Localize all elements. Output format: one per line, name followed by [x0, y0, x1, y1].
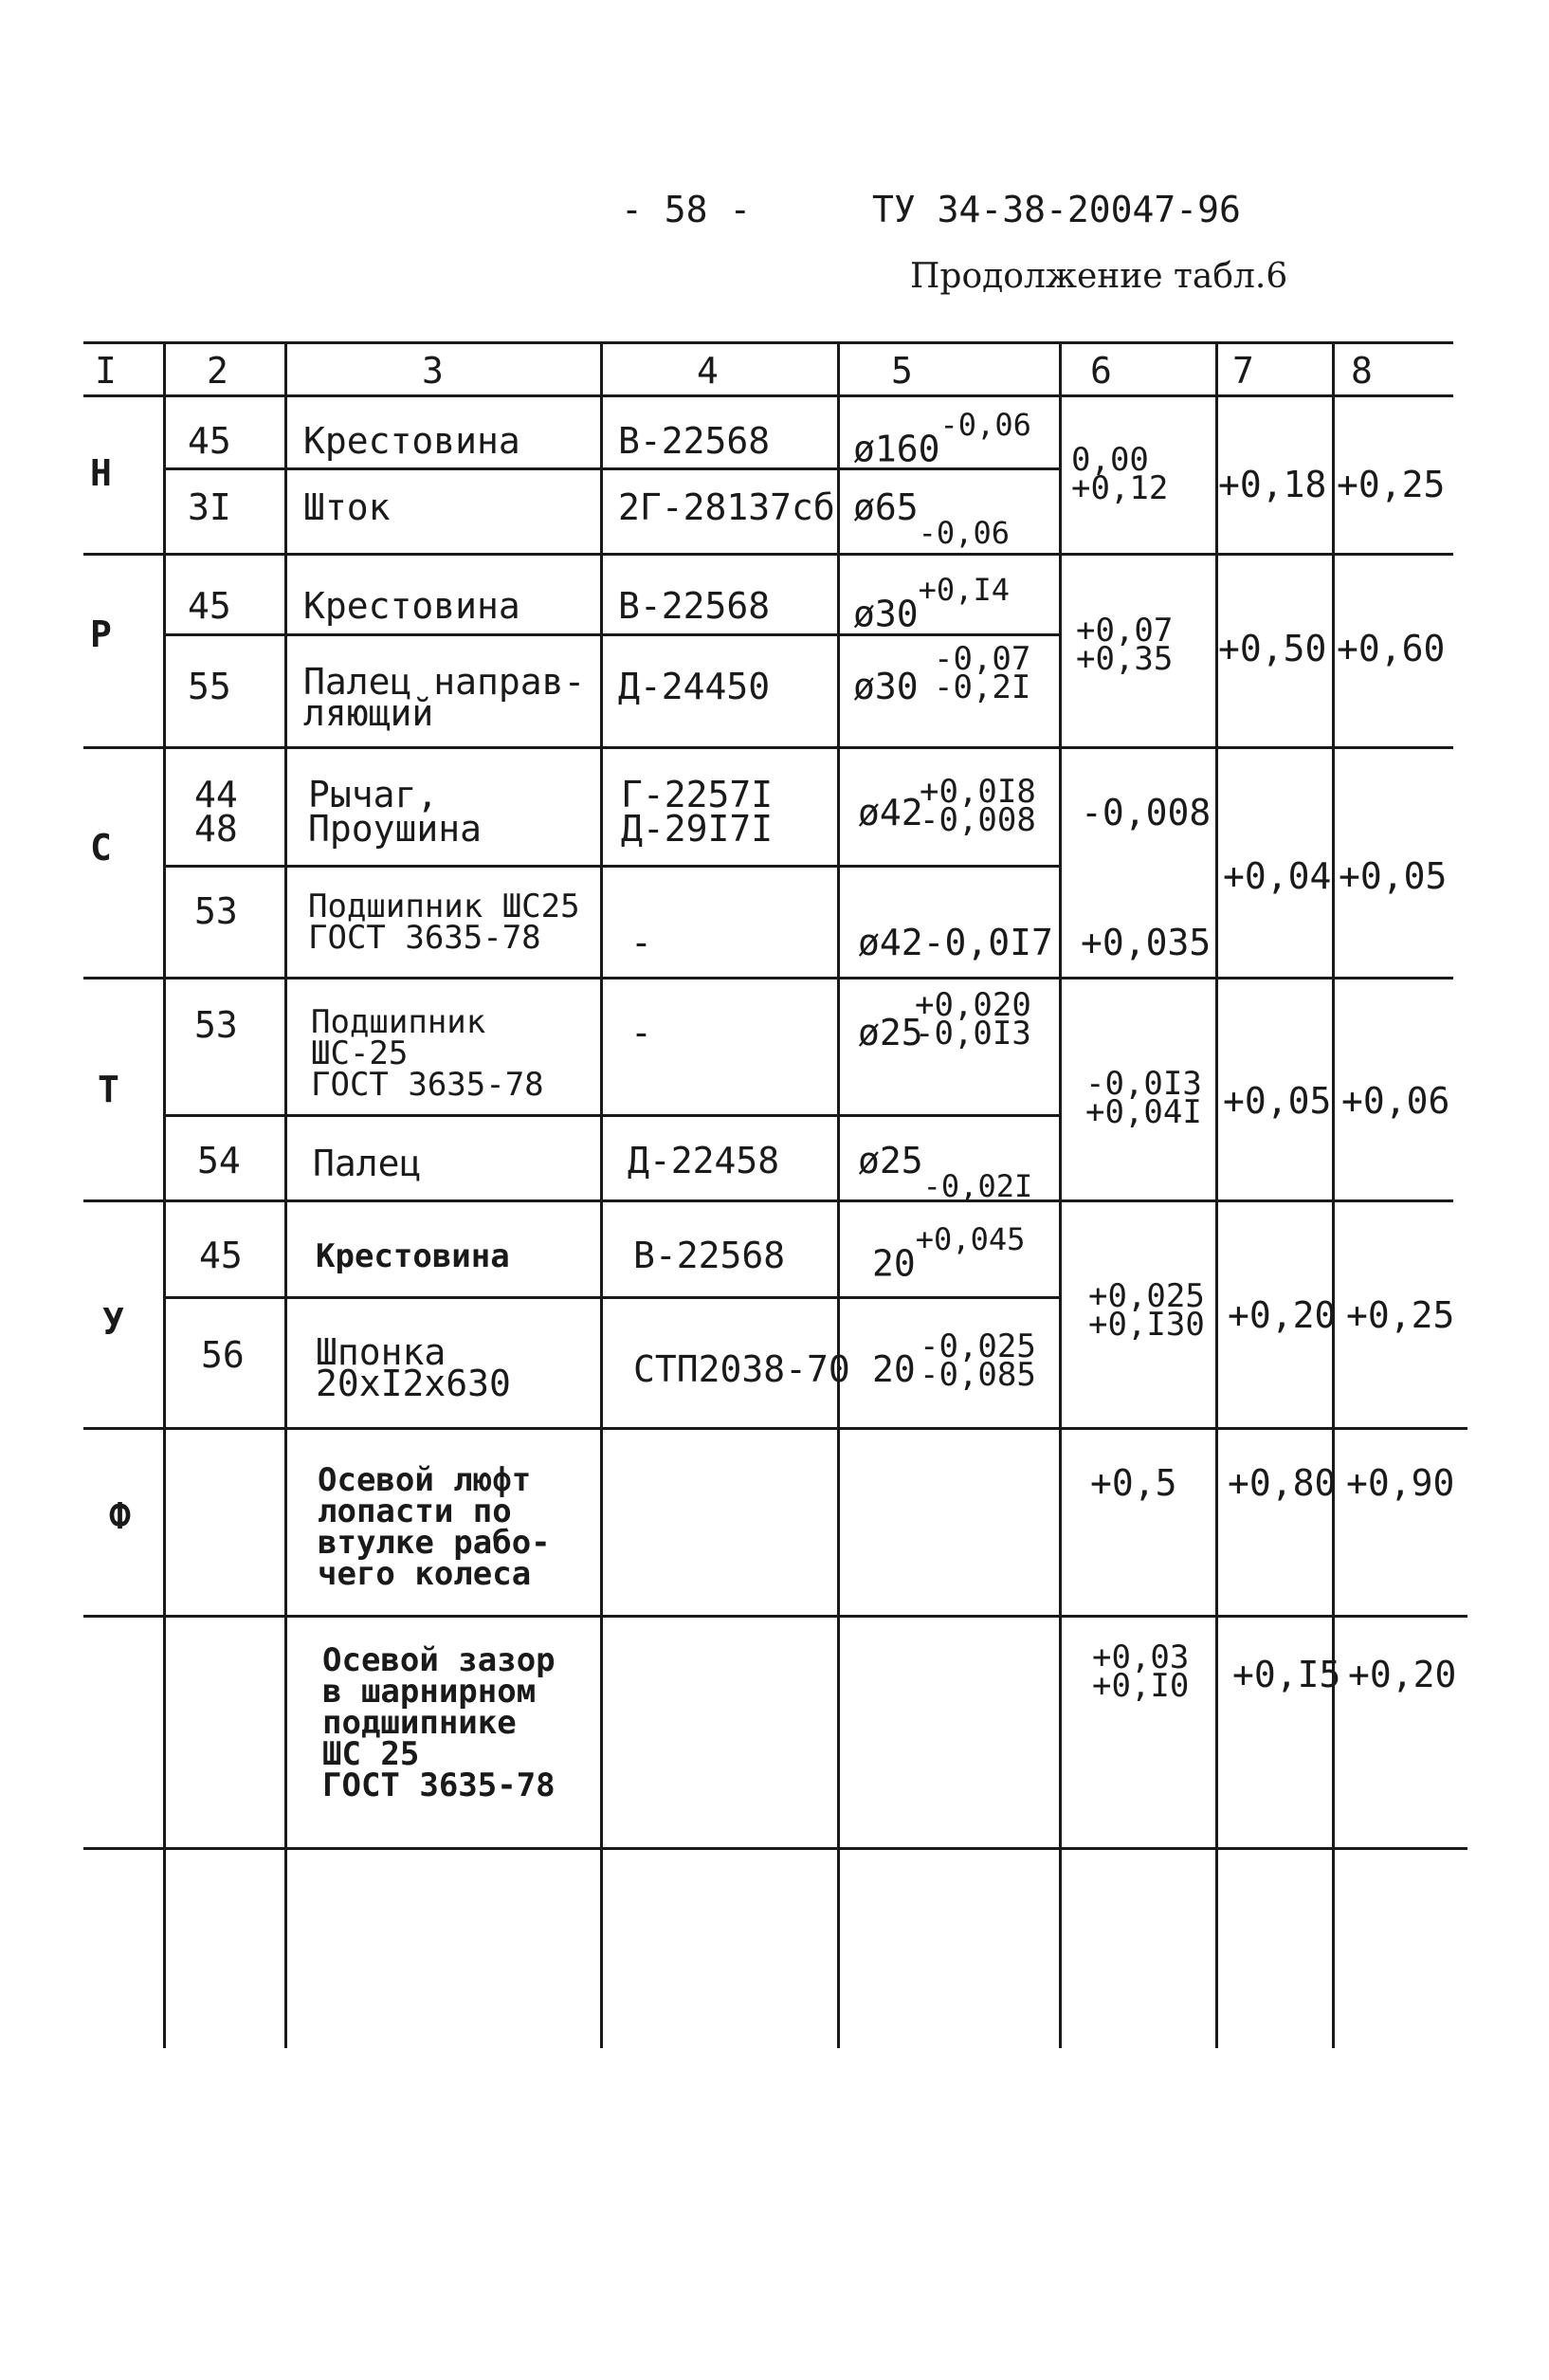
part-number: 44 48: [194, 774, 238, 850]
dimension-tolerance: $ø30^{+0,I4}$: [853, 572, 1010, 635]
drawing-number: СТП2038-70: [633, 1348, 850, 1390]
part-name: Крестовина: [303, 585, 520, 627]
part-name: Осевой люфт лопасти по втулке рабо- чего колеса: [318, 1461, 551, 1593]
dimension-tolerance: $ø65_{-0,06}$: [853, 486, 1010, 551]
part-name: Палец направ- ляющий: [303, 661, 586, 734]
wear-limit: +0,18: [1218, 464, 1327, 505]
drawing-number: В-22568: [618, 420, 771, 462]
fit-limits: -0,0I3 +0,04I: [1085, 1065, 1202, 1131]
drawing-number: Д-24450: [618, 666, 771, 707]
fit-limit: +0,5: [1090, 1462, 1177, 1504]
max-limit: +0,05: [1339, 855, 1448, 897]
table-continuation-label: Продолжение табл.6: [910, 257, 1288, 296]
dimension-base: 20: [872, 1348, 916, 1390]
column-header-1: I: [95, 350, 117, 392]
part-name: Крестовина: [303, 420, 520, 462]
group-letter: Н: [90, 452, 112, 494]
wear-limit: +0,I5: [1232, 1654, 1341, 1695]
wear-limit: +0,50: [1218, 628, 1327, 669]
fit-limit-upper: +0,035: [1081, 922, 1212, 963]
dimension-tolerance: $ø160^{-0,06}$: [853, 407, 1031, 470]
dimension-tolerance: -0,025 -0,085: [920, 1327, 1036, 1394]
dimension-tolerance: +0,020 -0,0I3: [915, 986, 1031, 1053]
fit-limit-lower: -0,008: [1081, 792, 1212, 833]
column-header-8: 8: [1351, 350, 1373, 392]
drawing-number: 2Г-28137сб: [618, 486, 835, 528]
column-header-6: 6: [1090, 350, 1112, 392]
dimension-tolerance: +0,0I8 -0,008: [920, 773, 1036, 839]
group-letter: Р: [90, 613, 112, 655]
fit-limits: +0,07 +0,35: [1076, 612, 1174, 678]
part-number: 45: [199, 1235, 243, 1276]
part-number: 3I: [188, 486, 231, 528]
max-limit: +0,20: [1348, 1654, 1457, 1695]
max-limit: +0,06: [1341, 1080, 1450, 1122]
drawing-number: -: [630, 922, 652, 963]
part-name: Подшипник ШС25 ГОСТ 3635-78: [308, 888, 580, 957]
drawing-number: Д-22458: [628, 1140, 780, 1181]
column-header-4: 4: [697, 350, 719, 392]
fit-limits: 0,00 +0,12: [1071, 441, 1169, 507]
part-name: Шток: [303, 486, 391, 528]
max-limit: +0,90: [1346, 1462, 1455, 1504]
page-number: - 58 -: [621, 189, 752, 230]
part-number: 53: [194, 1004, 238, 1046]
drawing-number: Г-2257I Д-29I7I: [621, 774, 774, 850]
part-number: 45: [188, 420, 231, 462]
part-number: 55: [188, 666, 231, 707]
drawing-number: В-22568: [633, 1235, 786, 1276]
column-header-2: 2: [207, 350, 228, 392]
group-letter: У: [102, 1301, 124, 1343]
part-name: Осевой зазор в шарнирном подшипнике ШС 25 ГОСТ 3635-78: [322, 1641, 556, 1804]
drawing-number: В-22568: [618, 585, 771, 627]
dimension-base: ø30: [853, 666, 919, 707]
part-name: Палец: [313, 1143, 422, 1184]
dimension-tolerance: $20^{+0,045}$: [872, 1221, 1026, 1285]
part-number: 56: [201, 1334, 245, 1376]
part-number: 53: [194, 890, 238, 932]
dimension-tolerance: $ø25_{-0,02I}$: [858, 1140, 1033, 1204]
part-number: 45: [188, 585, 231, 627]
wear-limit: +0,20: [1228, 1294, 1337, 1336]
wear-limit: +0,80: [1228, 1462, 1337, 1504]
fit-limits: +0,03 +0,I0: [1092, 1639, 1190, 1705]
part-name: Рычаг, Проушина: [308, 774, 483, 850]
drawing-number: -: [630, 1012, 652, 1053]
column-header-5: 5: [891, 350, 913, 392]
document-code: ТУ 34-38-20047-96: [872, 189, 1241, 230]
column-header-3: 3: [422, 350, 444, 392]
part-name: Подшипник ШС-25 ГОСТ 3635-78: [311, 1003, 544, 1104]
group-letter: С: [90, 827, 112, 869]
part-name: Крестовина: [316, 1237, 510, 1275]
wear-limit: +0,04: [1223, 855, 1332, 897]
fit-limits: +0,025 +0,I30: [1088, 1277, 1205, 1344]
dimension-tolerance: ø42-0,0I7: [858, 922, 1053, 963]
max-limit: +0,25: [1337, 464, 1446, 505]
dimension-base: ø42: [858, 792, 923, 833]
dimension-base: ø25: [858, 1012, 923, 1053]
max-limit: +0,60: [1337, 628, 1446, 669]
dimension-tolerance: -0,07 -0,2I: [934, 640, 1031, 706]
group-letter: Т: [98, 1069, 119, 1110]
part-name: Шпонка 20xI2x630: [316, 1331, 511, 1404]
wear-limit: +0,05: [1223, 1080, 1332, 1122]
max-limit: +0,25: [1346, 1294, 1455, 1336]
part-number: 54: [197, 1140, 241, 1181]
group-letter: Ф: [109, 1495, 131, 1537]
column-header-7: 7: [1232, 350, 1254, 392]
